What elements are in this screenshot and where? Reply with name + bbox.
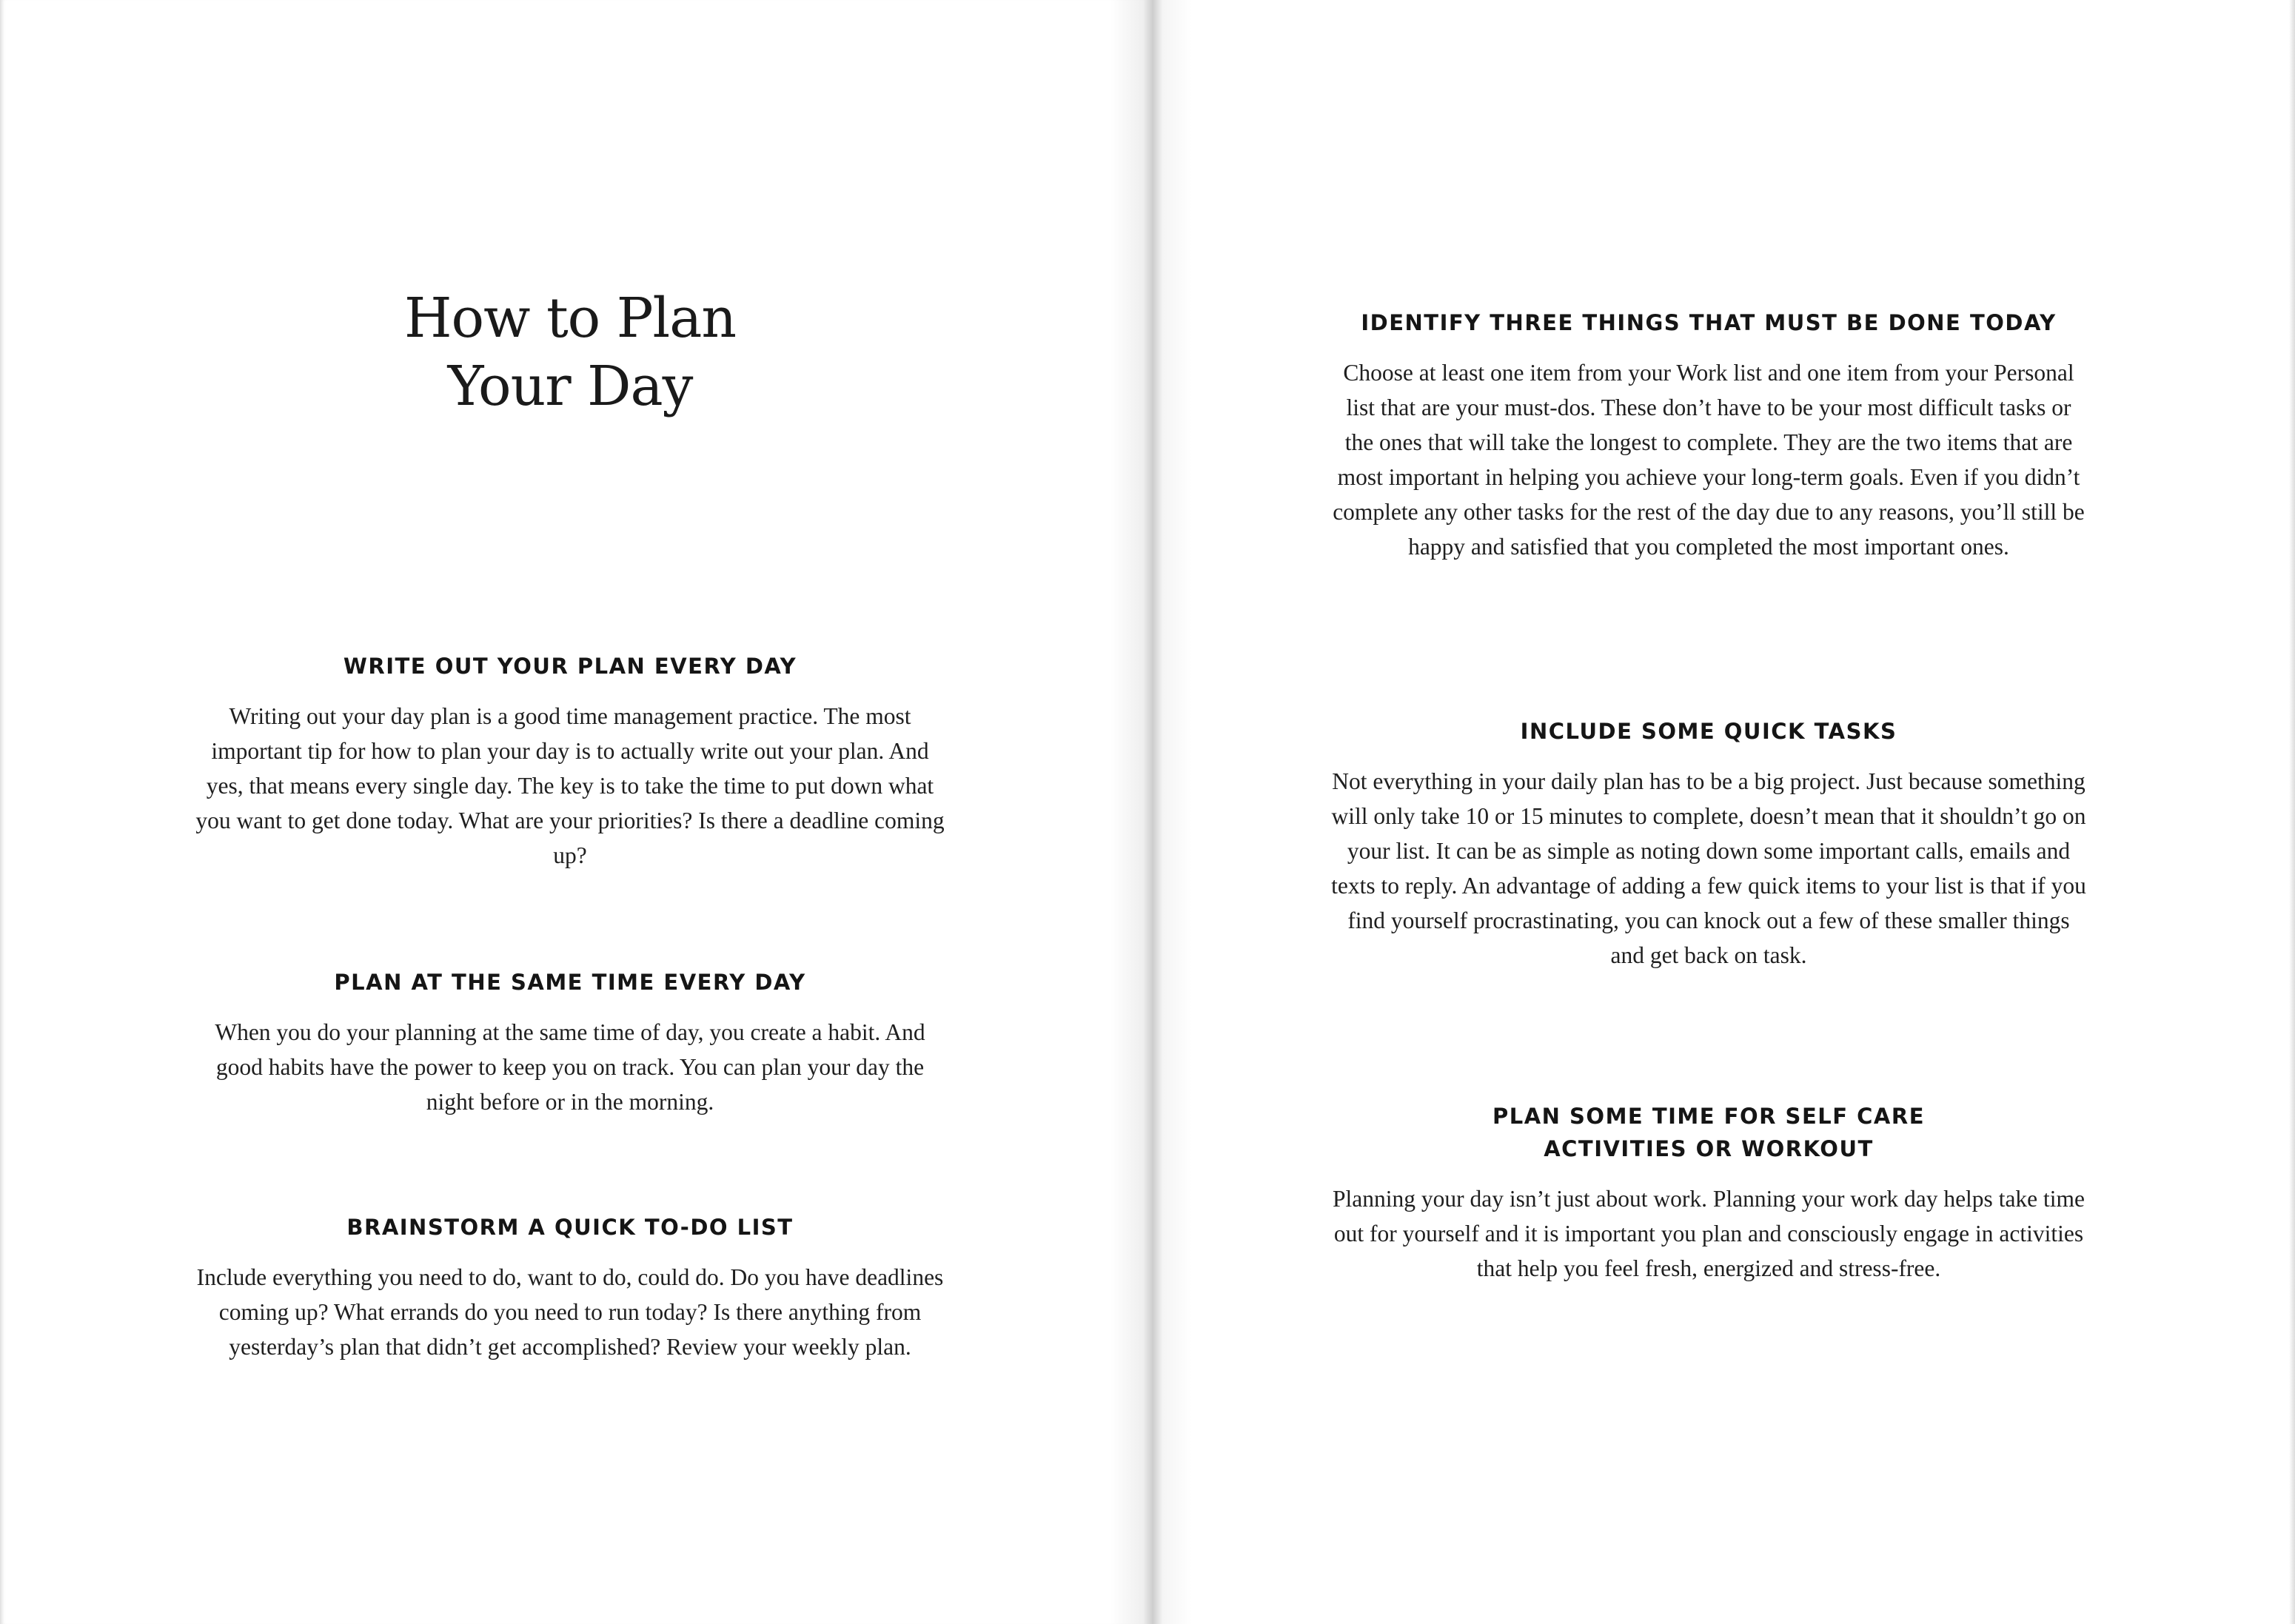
section-self-care xyxy=(1331,1100,2086,1286)
title-line-2: Your Day xyxy=(447,355,693,418)
section-body: Not everything in your daily plan has to be a big project. Just because something will only take 10 or 15 minutes to complete, doesn’t mean that it shouldn’t go on your list. It can be as simple as noting down some important calls, emails and texts to reply. An advantage of adding a few quick items to your list is that if you find yourself procrastinating, you can knock out a few of these smaller things and get back on task. xyxy=(1331,768,2086,968)
section-body: Writing out your day plan is a good time management practice. The most important tip for how to plan your day is to actually write out your plan. And yes, that means every single day. The key is to take the time to put down what you want to get done today. What are your priorities? Is there a deadline coming up? xyxy=(195,703,945,868)
section-heading: INCLUDE SOME QUICK TASKS xyxy=(1520,719,1897,744)
section-body: When you do your planning at the same time of day, you create a habit. And good habits have the power to keep you on track. You can plan your day the night before or in the morning. xyxy=(215,1019,925,1115)
title-line-1: How to Plan xyxy=(404,286,736,350)
section-heading: IDENTIFY THREE THINGS THAT MUST BE DONE TODAY xyxy=(1361,310,2057,335)
section-quick-tasks xyxy=(1331,715,2086,973)
section-body: Include everything you need to do, want to do, could do. Do you have deadlines coming up? What errands do you need to run today? Is there anything from yesterday’s plan that didn’t get accomplished? Review your weekly plan. xyxy=(196,1264,944,1360)
section-write-out-plan xyxy=(192,650,948,873)
heading-line-1: PLAN SOME TIME FOR SELF CARE xyxy=(1492,1104,1926,1129)
page-title xyxy=(0,284,1140,420)
heading-line-2: ACTIVITIES OR WORKOUT xyxy=(1544,1136,1874,1161)
left-page xyxy=(0,0,1146,1624)
section-body: Choose at least one item from your Work list and one item from your Personal list that are your must-dos. These don’t have to be your most difficult tasks or the ones that will take the longest to complete. They are the two items that are most important in helping you achieve your long-term goals. Even if you didn’t complete any other tasks for the rest of the day due to any reasons, you’ll still be happy and satisfied that you completed the most important ones. xyxy=(1333,360,2085,560)
right-page xyxy=(1146,0,2295,1624)
section-heading: PLAN AT THE SAME TIME EVERY DAY xyxy=(334,970,806,995)
section-three-things xyxy=(1331,306,2086,564)
section-body: Planning your day isn’t just about work. Planning your work day helps take time out for yourself and it is important you plan and consciously engage in activities that help you feel fresh, energized and stress-free. xyxy=(1332,1186,2085,1281)
section-brainstorm xyxy=(192,1211,948,1364)
book-gutter-shadow xyxy=(1110,0,1192,1624)
section-heading: WRITE OUT YOUR PLAN EVERY DAY xyxy=(343,654,797,679)
section-same-time xyxy=(192,966,948,1119)
page-edge-shadow xyxy=(2289,0,2295,1624)
section-heading xyxy=(1331,1100,2086,1165)
section-heading: BRAINSTORM A QUICK TO-DO LIST xyxy=(346,1215,794,1240)
